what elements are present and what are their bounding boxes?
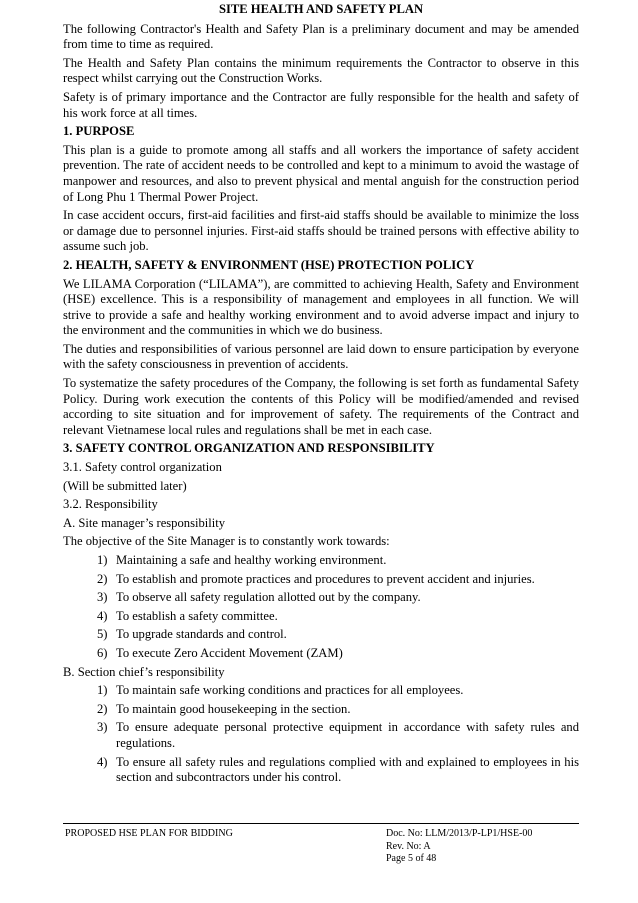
policy-paragraph: The duties and responsibilities of various personnel are laid down to ensure participation by everyone with the safety consciousness in prevention of accidents. [63,341,579,372]
purpose-paragraph: This plan is a guide to promote among all staffs and all workers the importance of safety accident prevention. The rate of accident needs to be controlled and kept to a minimum to avoid the wastage of manpower and resources, and also to prevent physical and mental anguish for the construction period of Long Phu 1 Thermal Power Project. [63,142,579,204]
list-number: 1) [97,683,108,698]
list-item [63,683,579,699]
list-item [63,702,579,718]
part-b-heading: B. Section chief’s responsibility [63,664,225,679]
footer-left-label: PROPOSED HSE PLAN FOR BIDDING [65,828,233,839]
policy-paragraph: We LILAMA Corporation (“LILAMA”), are committed to achieving Health, Safety and Environment (HSE) excellence. This is a responsibility of management and employees in all function. We will strive to provide a safe and healthy working environment and to avoid adverse impact and injury to the environment and the communities in which we do business. [63,276,579,338]
list-text: To establish and promote practices and procedures to prevent accident and injuries. [116,571,535,586]
page-footer [63,823,579,864]
policy-paragraph: To systematize the safety procedures of the Company, the following is set forth as fundamental Safety Policy. During work execution the contents of this Policy will be modified/amended and revised according to site situation and for improvement of safety. The requirements of the Contract and relevant Vietnamese local rules and regulations shall be met in each case. [63,376,579,437]
purpose-paragraph: In case accident occurs, first-aid facilities and first-aid staffs should be available to minimize the loss or damage due to personnel injuries. First-aid staffs should be trained persons with effective ability to assume such job. [63,208,579,254]
list-text: To maintain good housekeeping in the section. [116,701,351,716]
list-text: Maintaining a safe and healthy working environment. [116,553,387,567]
section-chief-list [63,683,579,786]
revision-number: Rev. No: A [386,840,431,852]
list-number: 3) [97,590,108,605]
subsection-heading: 3.1. Safety control organization [63,460,222,475]
list-text: To execute Zero Accident Movement (ZAM) [116,645,343,660]
list-item [63,646,579,662]
section-heading-safety-organization: 3. SAFETY CONTROL ORGANIZATION AND RESPONSIBILITY [63,441,435,456]
list-item [63,553,579,569]
list-item [63,720,579,751]
site-manager-list [63,553,579,662]
list-text: To observe all safety regulation allotted out by the company. [116,590,421,605]
subsection-note: (Will be submitted later) [63,478,187,493]
footer-doc-info [386,828,532,866]
list-text: To ensure all safety rules and regulations complied with and explained to employees in his section and subcontractors under his control. [116,754,579,785]
subsection-heading: 3.2. Responsibility [63,497,158,512]
list-number: 4) [97,754,108,769]
list-number: 3) [97,720,108,735]
list-text: To upgrade standards and control. [116,627,287,642]
intro-paragraph: Safety is of primary importance and the Contractor are fully responsible for the health and safety of his work force at all times. [63,89,579,120]
part-a-heading: A. Site manager’s responsibility [63,515,226,530]
list-number: 1) [97,553,108,567]
list-text: To ensure adequate personal protective equipment in accordance with safety rules and regulations. [116,720,579,750]
doc-number: Doc. No: LLM/2013/P-LP1/HSE-00 [386,828,533,839]
document-title: SITE HEALTH AND SAFETY PLAN [218,2,424,16]
list-number: 4) [97,608,108,623]
list-number: 6) [97,645,108,660]
page-content [63,2,579,789]
list-item [63,572,579,588]
section-heading-purpose: 1. PURPOSE [63,124,135,139]
section-heading-hse-policy: 2. HEALTH, SAFETY & ENVIRONMENT (HSE) PROTECTION POLICY [63,257,475,272]
list-number: 2) [97,571,108,586]
list-item [63,755,579,786]
list-number: 5) [97,627,108,642]
list-number: 2) [97,701,108,716]
list-item [63,590,579,606]
page-number: Page 5 of 48 [386,853,437,864]
list-item [63,627,579,643]
list-text: To maintain safe working conditions and practices for all employees. [116,683,464,698]
part-a-lead: The objective of the Site Manager is to constantly work towards: [63,534,390,549]
intro-paragraph: The Health and Safety Plan contains the minimum requirements the Contractor to observe in this respect whilst carrying out the Construction Works. [63,55,579,86]
intro-paragraph: The following Contractor's Health and Safety Plan is a preliminary document and may be amended from time to time as required. [63,21,579,52]
list-item [63,609,579,625]
list-text: To establish a safety committee. [116,608,278,623]
